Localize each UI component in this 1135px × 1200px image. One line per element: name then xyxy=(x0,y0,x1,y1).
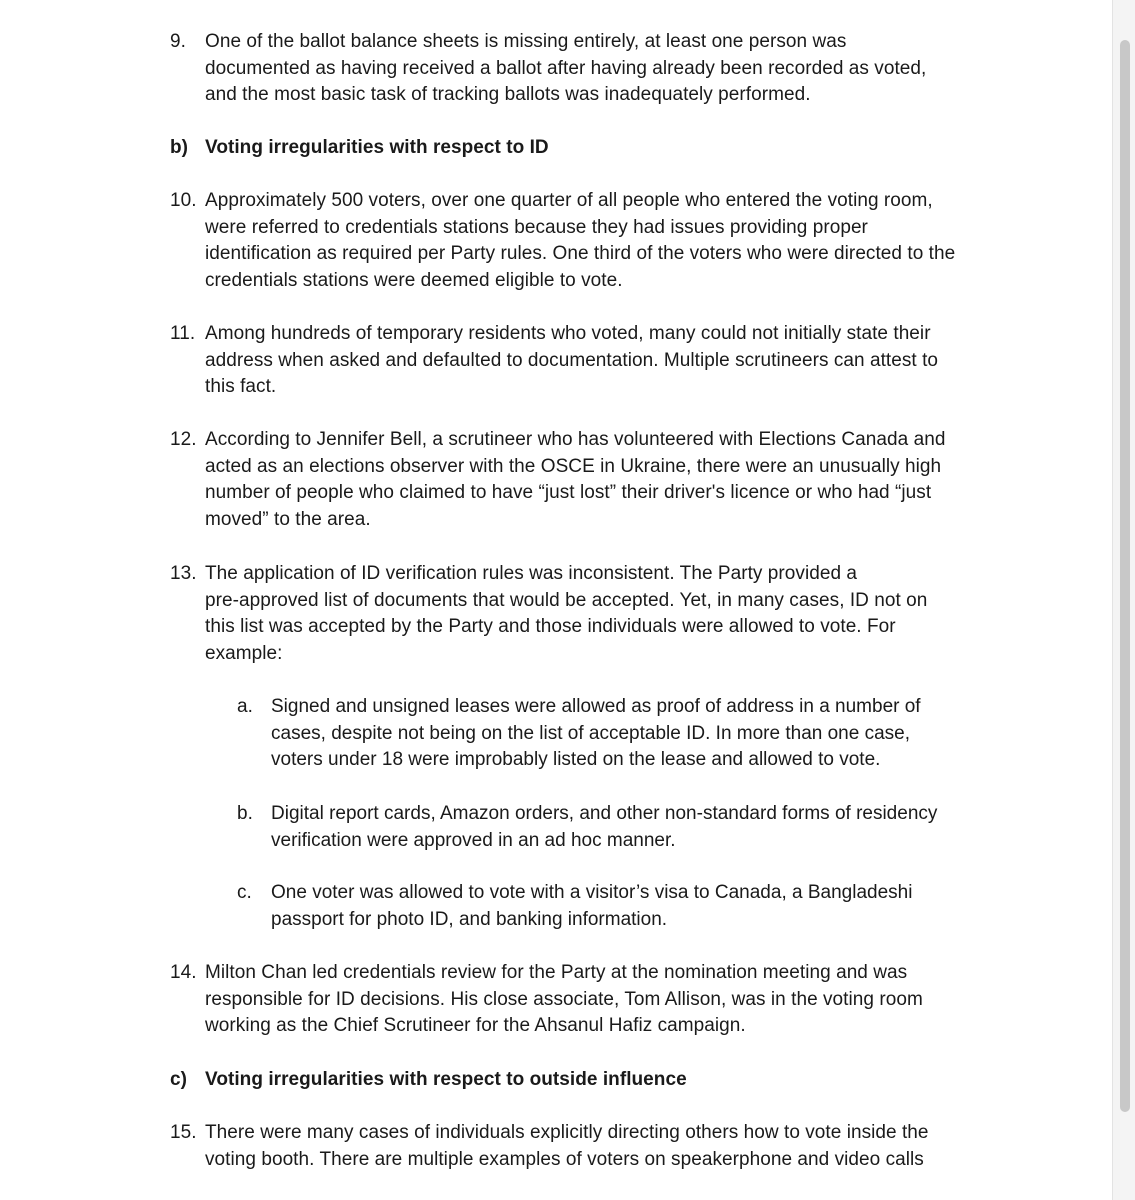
text-line: credentials stations were deemed eligible to vote. xyxy=(205,270,623,292)
section-letter: b) xyxy=(170,137,189,158)
item-text xyxy=(205,561,1000,668)
text-line: this fact. xyxy=(205,376,277,398)
text-line: pre-approved list of documents that would be accepted. Yet, in many cases, ID not on xyxy=(205,589,928,611)
text-line: voters under 18 were improbably listed on the lease and allowed to vote. xyxy=(271,749,881,771)
item-number: 13. xyxy=(170,563,197,584)
text-line: responsible for ID decisions. His close associate, Tom Allison, was in the voting room xyxy=(205,988,923,1010)
text-line: Milton Chan led credentials review for the Party at the nomination meeting and was xyxy=(205,962,908,983)
item-text xyxy=(205,1120,1000,1173)
text-line: Approximately 500 voters, over one quarter of all people who entered the voting room, xyxy=(205,190,933,211)
text-line: voting booth. There are multiple examples of voters on speakerphone and video calls xyxy=(205,1148,924,1170)
sub-item-letter: b. xyxy=(237,803,253,824)
text-line: Signed and unsigned leases were allowed as proof of address in a number of xyxy=(271,696,921,717)
text-line: example: xyxy=(205,643,283,665)
text-line: address when asked and defaulted to documentation. Multiple scrutineers can attest to xyxy=(205,349,939,371)
text-line: The application of ID verification rules was inconsistent. The Party provided a xyxy=(205,563,858,584)
item-text xyxy=(205,960,1000,1040)
item-number: 9. xyxy=(170,31,186,52)
text-line: Digital report cards, Amazon orders, and other non-standard forms of residency xyxy=(271,803,938,824)
text-line: passport for photo ID, and banking information. xyxy=(271,908,668,930)
text-line: verification were approved in an ad hoc manner. xyxy=(271,829,676,851)
sub-item-letter: a. xyxy=(237,696,253,717)
text-line: Among hundreds of temporary residents who voted, many could not initially state their xyxy=(205,323,931,344)
scrollbar-thumb[interactable] xyxy=(1120,40,1130,1112)
text-line: There were many cases of individuals explicitly directing others how to vote inside the xyxy=(205,1122,929,1143)
text-line: were referred to credentials stations because they had issues providing proper xyxy=(205,216,868,238)
section-letter: c) xyxy=(170,1069,187,1090)
text-line: identification as required per Party rules. One third of the voters who were directed to the xyxy=(205,243,956,265)
sub-item-text xyxy=(271,880,1001,933)
text-line: this list was accepted by the Party and those individuals were allowed to vote. For xyxy=(205,616,896,638)
sub-item-letter: c. xyxy=(237,882,252,903)
vertical-scrollbar[interactable] xyxy=(1112,0,1135,1200)
item-number: 14. xyxy=(170,962,197,983)
text-line: working as the Chief Scrutineer for the Ahsanul Hafiz campaign. xyxy=(205,1015,746,1037)
item-text xyxy=(205,188,1000,295)
text-line: One voter was allowed to vote with a visitor’s visa to Canada, a Bangladeshi xyxy=(271,882,913,903)
item-number: 11. xyxy=(170,323,196,344)
text-line: documented as having received a ballot after having already been recorded as voted, xyxy=(205,57,927,79)
section-title: Voting irregularities with respect to ID xyxy=(205,137,549,158)
section-title: Voting irregularities with respect to outside influence xyxy=(205,1069,687,1090)
text-line: One of the ballot balance sheets is missing entirely, at least one person was xyxy=(205,31,847,52)
item-text xyxy=(205,427,1000,534)
text-line: number of people who claimed to have “just lost” their driver's licence or who had “just xyxy=(205,482,932,504)
sub-item-text xyxy=(271,694,1001,774)
text-line: and the most basic task of tracking ballots was inadequately performed. xyxy=(205,84,811,106)
text-line: According to Jennifer Bell, a scrutineer who has volunteered with Elections Canada and xyxy=(205,429,946,450)
text-line: acted as an elections observer with the OSCE in Ukraine, there were an unusually high xyxy=(205,455,942,477)
sub-item-text xyxy=(271,801,1001,854)
item-number: 12. xyxy=(170,429,197,450)
text-line: moved” to the area. xyxy=(205,509,371,531)
text-line: cases, despite not being on the list of acceptable ID. In more than one case, xyxy=(271,722,911,744)
item-number: 15. xyxy=(170,1122,197,1143)
item-text xyxy=(205,29,1000,109)
item-number: 10. xyxy=(170,190,197,211)
item-text xyxy=(205,321,1000,401)
